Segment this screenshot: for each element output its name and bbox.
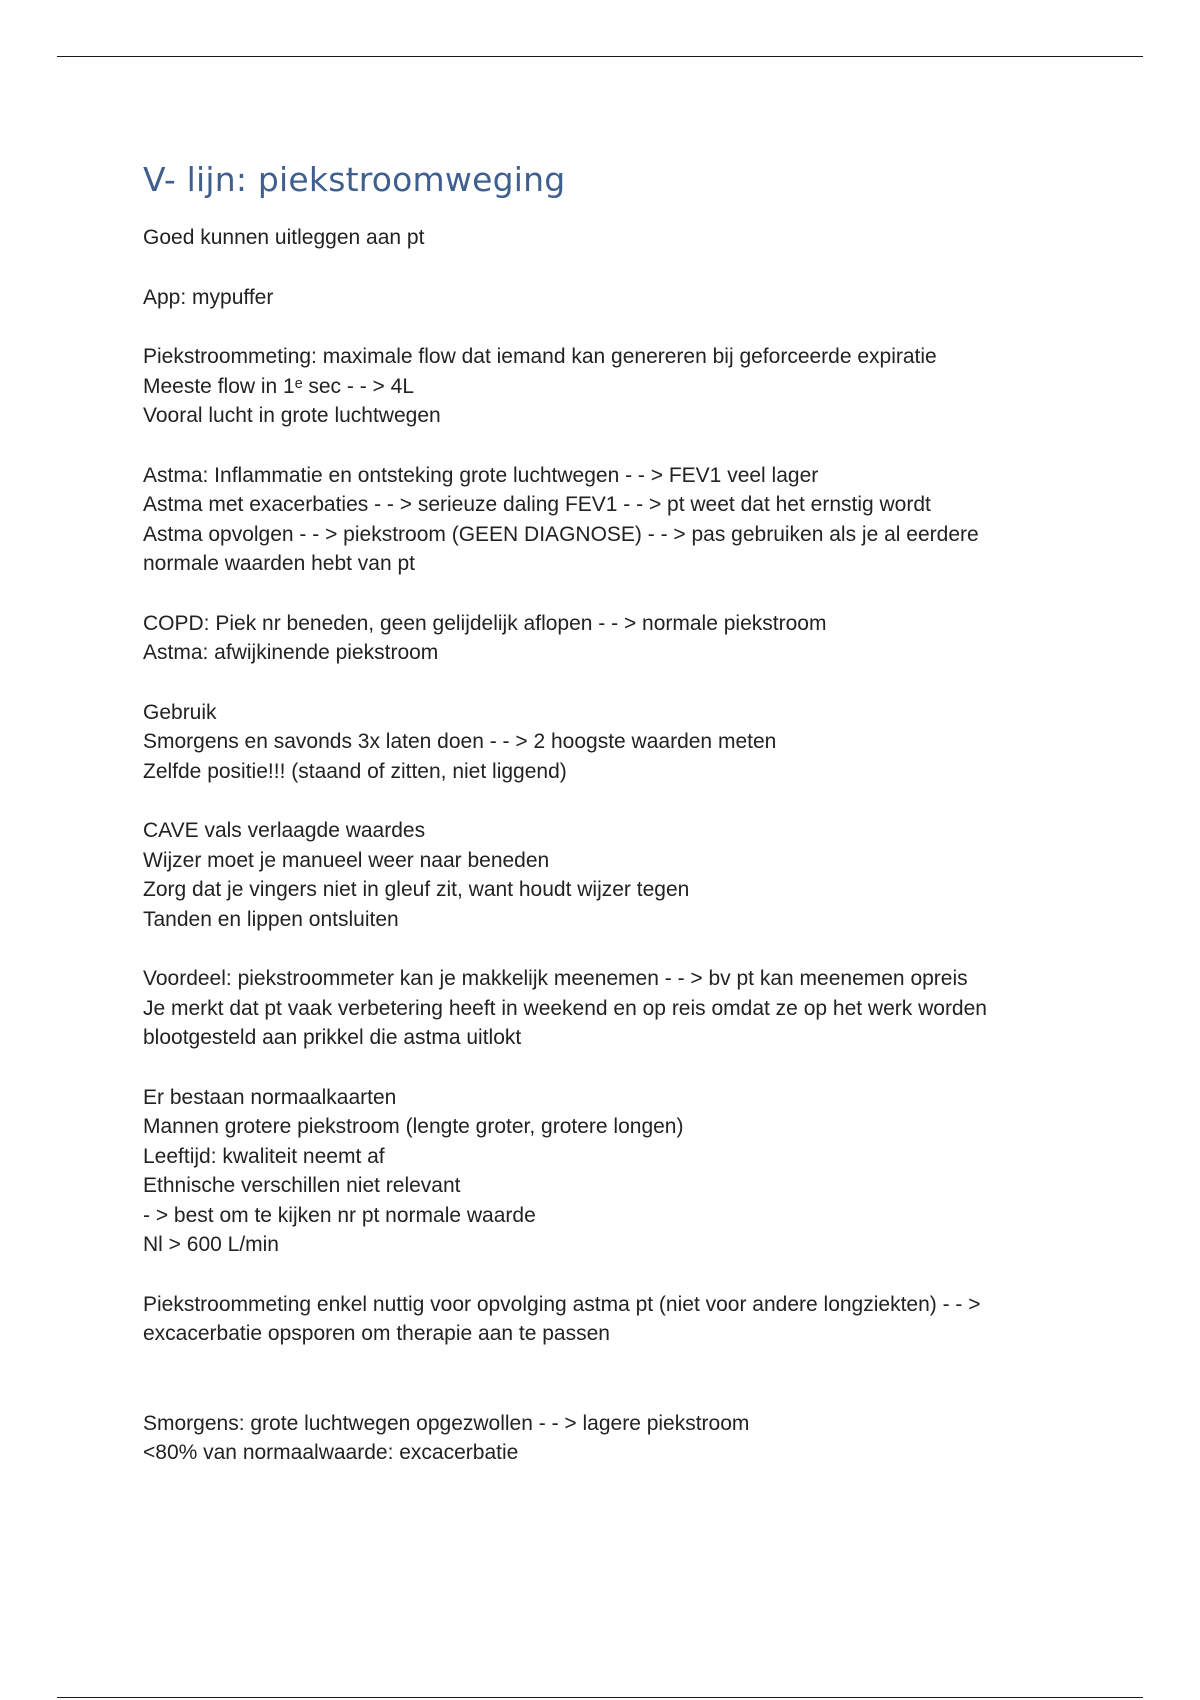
text-line: normale waarden hebt van pt	[143, 552, 416, 575]
text-line: Smorgens: grote luchtwegen opgezwollen - - > lagere piekstroom	[143, 1411, 750, 1435]
text-line: Gebruik	[143, 700, 217, 724]
footer-rule	[57, 1697, 1143, 1698]
text-line: Wijzer moet je manueel weer naar beneden	[143, 848, 550, 872]
text-line: Meeste flow in 1ᵉ sec - - > 4L	[143, 374, 415, 398]
text-line: Smorgens en savonds 3x laten doen - - > 2 hoogste waarden meten	[143, 730, 777, 753]
text-line: COPD: Piek nr beneden, geen gelijdelijk aflopen - - > normale piekstroom	[143, 611, 827, 635]
paragraph	[143, 1083, 1063, 1260]
text-line: <80% van normaalwaarde: excacerbatie	[143, 1441, 519, 1464]
paragraph	[143, 1409, 1063, 1468]
text-line: Er bestaan normaalkaarten	[143, 1085, 397, 1109]
text-line: Mannen grotere piekstroom (lengte groter, grotere longen)	[143, 1115, 684, 1138]
header-rule	[57, 56, 1143, 57]
text-line: Piekstroommeting enkel nuttig voor opvolging astma pt (niet voor andere longziekten) - - >	[143, 1292, 981, 1316]
text-line: Astma opvolgen - - > piekstroom (GEEN DIAGNOSE) - - > pas gebruiken als je al eerdere	[143, 522, 979, 546]
page-title: V- lijn: piekstroomweging	[143, 160, 566, 199]
text-line: Je merkt dat pt vaak verbetering heeft in weekend en op reis omdat ze op het werk worden	[143, 996, 987, 1020]
text-line: Voordeel: piekstroommeter kan je makkelijk meenemen - - > bv pt kan meenemen opreis	[143, 967, 968, 990]
paragraph	[143, 964, 1063, 1053]
text-line: Leeftijd: kwaliteit neemt af	[143, 1144, 385, 1168]
text-line: blootgesteld aan prikkel die astma uitlokt	[143, 1026, 522, 1049]
text-line: Piekstroommeting: maximale flow dat iemand kan genereren bij geforceerde expiratie	[143, 345, 937, 368]
paragraph	[143, 698, 1063, 787]
text-line: Tanden en lippen ontsluiten	[143, 907, 399, 931]
text-line: Ethnische verschillen niet relevant	[143, 1174, 461, 1197]
text-line: excacerbatie opsporen om therapie aan te passen	[143, 1322, 610, 1345]
text-line: App: mypuffer	[143, 285, 274, 309]
text-line: Zorg dat je vingers niet in gleuf zit, want houdt wijzer tegen	[143, 878, 690, 901]
text-line: Astma: Inflammatie en ontsteking grote luchtwegen - - > FEV1 veel lager	[143, 463, 819, 487]
paragraph	[143, 461, 1063, 579]
text-line: CAVE vals verlaagde waardes	[143, 819, 426, 842]
text-line: Nl > 600 L/min	[143, 1233, 279, 1256]
paragraph	[143, 1290, 1063, 1349]
text-line: Goed kunnen uitleggen aan pt	[143, 226, 425, 249]
text-line: Astma met exacerbaties - - > serieuze daling FEV1 - - > pt weet dat het ernstig wordt	[143, 493, 931, 516]
paragraph	[143, 816, 1063, 934]
paragraph	[143, 223, 1063, 253]
paragraph	[143, 609, 1063, 668]
text-line: Vooral lucht in grote luchtwegen	[143, 404, 441, 427]
text-line: - > best om te kijken nr pt normale waarde	[143, 1203, 536, 1227]
paragraph	[143, 342, 1063, 431]
document-body	[143, 160, 1063, 1498]
text-line: Zelfde positie!!! (staand of zitten, niet liggend)	[143, 759, 567, 783]
text-line: Astma: afwijkinende piekstroom	[143, 641, 439, 664]
paragraph	[143, 283, 1063, 313]
